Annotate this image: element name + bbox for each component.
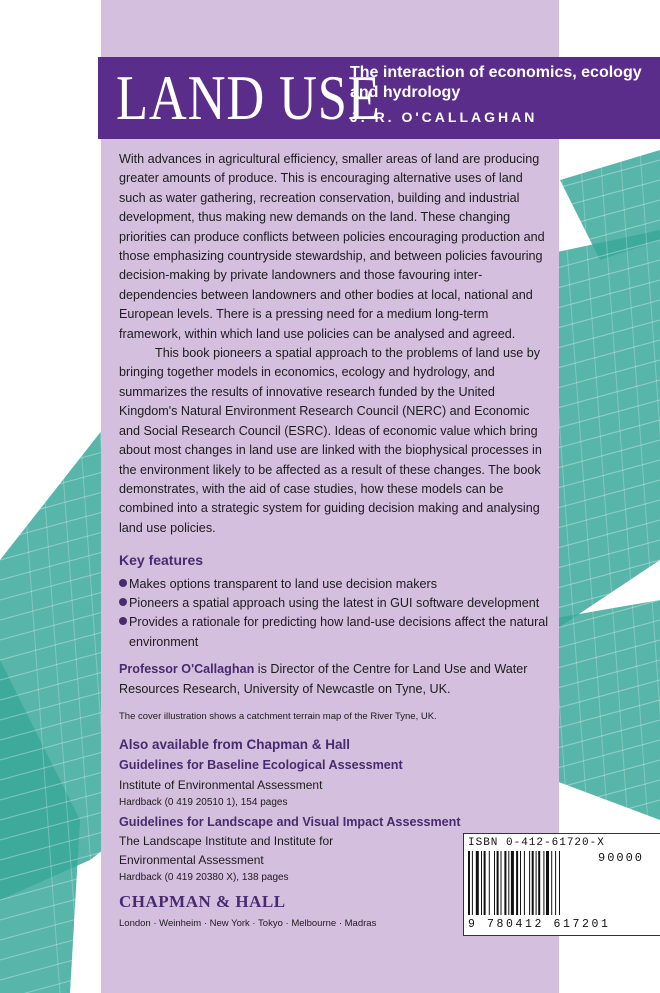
related-book-publisher: Institute of Environmental Assessment	[119, 777, 323, 792]
barcode-bar	[484, 851, 486, 915]
key-features-heading: Key features	[119, 552, 204, 569]
barcode-bar	[501, 851, 502, 915]
bullet-icon	[119, 598, 127, 606]
description-paragraph-2: This book pioneers a spatial approach to the problems of land use by bringing together models in economics, ecology and hydrology, and summarizes the results of innovative research funded by the United Kingdom's Natural Environment Research Council (NERC) and Economic and Social Research Council (ESRC). Ideas of economic value which bring about most changes in land use are linked with the biophysical processes in the environment likely to be affected as a result of these changes. The book demonstrates, with the aid of case studies, how these models can be combined into a strategic system for guiding decision making and analysing land use policies.	[119, 346, 542, 535]
barcode-bar	[538, 851, 540, 915]
list-item	[119, 594, 551, 613]
author-bio-text: is Director of the Centre for Land Use and Water Resources Research, University of Newcastle on Tyne, UK.	[119, 662, 528, 696]
barcode-bar	[536, 851, 537, 915]
barcode-bar	[504, 851, 506, 915]
key-features-list	[119, 575, 551, 653]
related-book-details: Hardback (0 419 20510 1), 154 pages	[119, 796, 288, 808]
related-book-publisher: The Landscape Institute and Institute for Environmental Assessment	[119, 834, 334, 868]
barcode-bar	[551, 851, 552, 915]
ean-number: 9 780412 617201	[468, 918, 611, 931]
book-title: LAND USE	[116, 62, 381, 133]
author-bio	[119, 660, 551, 699]
bullet-icon	[119, 579, 127, 587]
barcode-bar	[524, 851, 525, 915]
barcode-graphic	[468, 851, 594, 917]
related-book-title: Guidelines for Landscape and Visual Impact Assessment	[119, 814, 461, 829]
author-bio-name: Professor O'Callaghan	[119, 662, 255, 677]
barcode-bar	[529, 851, 530, 915]
key-feature-text: Makes options transparent to land use decision makers	[129, 576, 438, 591]
publisher-logo: CHAPMAN & HALL	[119, 892, 286, 912]
bullet-icon	[119, 617, 127, 625]
related-book-details: Hardback (0 419 20380 X), 138 pages	[119, 872, 289, 884]
barcode-bar	[543, 851, 544, 915]
description-paragraph-1: With advances in agricultural efficiency, smaller areas of land are producing greater amounts of produce. This is encouraging alternative uses of land such as water gathering, recreation conservation, building and industrial development, thus making new demands on the land. These changing priorities can produce conflicts between policies encouraging production and those emphasizing countryside stewardship, and between policies favouring decision-making by private landowners and those favouring inter-dependencies between landowners and other bodies at local, national and European levels. There is a pressing need for a medium long-term framework, within which land use policies can be analysed and agreed.	[119, 152, 545, 341]
barcode-bar	[532, 851, 534, 915]
related-book-title: Guidelines for Baseline Ecological Assessment	[119, 758, 403, 773]
barcode-bar	[489, 851, 490, 915]
barcode-bar	[520, 851, 521, 915]
list-item	[119, 575, 551, 594]
barcode-bar	[559, 851, 560, 915]
key-feature-text: Pioneers a spatial approach using the latest in GUI software development	[129, 595, 540, 610]
price-code: 90000	[598, 851, 645, 865]
book-subtitle: The interaction of economics, ecology and hydrology	[350, 64, 642, 101]
key-feature-text: Provides a rationale for predicting how land-use decisions affect the natural environment	[129, 615, 549, 649]
barcode-bar	[476, 851, 479, 915]
isbn-label: ISBN 0-412-61720-X	[468, 837, 605, 849]
book-author: J. R. O'CALLAGHAN	[350, 109, 538, 125]
also-available-heading: Also available from Chapman & Hall	[119, 736, 351, 752]
barcode-bar	[555, 851, 556, 915]
publisher-cities: London · Weinheim · New York · Tokyo · Melbourne · Madras	[119, 917, 377, 929]
barcode-bar	[546, 851, 549, 915]
back-cover-text	[119, 150, 551, 933]
cover-illustration-note: The cover illustration shows a catchment terrain map of the River Tyne, UK.	[119, 710, 437, 722]
list-item	[119, 613, 551, 652]
barcode-bar	[468, 851, 470, 915]
barcode-bar	[494, 851, 495, 915]
barcode-bar	[511, 851, 514, 915]
barcode-bar	[497, 851, 499, 915]
title-banner	[98, 57, 660, 139]
barcode-bar	[508, 851, 509, 915]
barcode-bar	[516, 851, 518, 915]
barcode-bar	[481, 851, 482, 915]
barcode-bar	[472, 851, 473, 915]
isbn-barcode-box	[463, 833, 660, 936]
